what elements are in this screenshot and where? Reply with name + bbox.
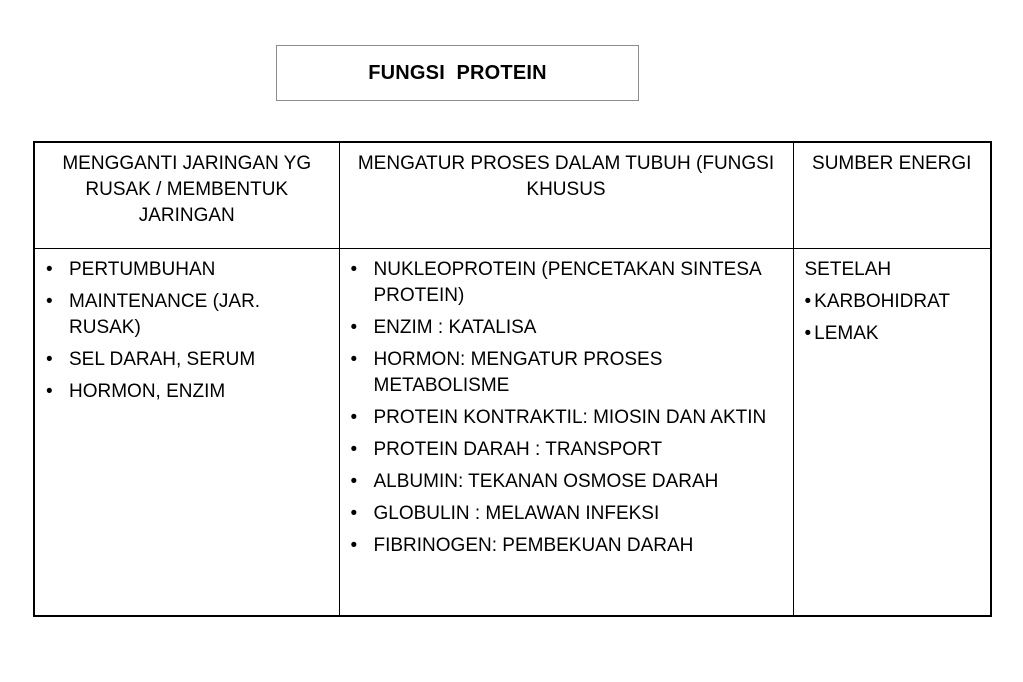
list-item: • PERTUMBUHAN — [46, 257, 330, 283]
energy-list — [805, 289, 984, 347]
table-body-row — [34, 249, 991, 617]
tissue-list — [36, 250, 338, 405]
bullet-dot-icon: • — [804, 323, 812, 344]
protein-function-table — [33, 141, 992, 617]
list-item: • GLOBULIN : MELAWAN INFEKSI — [351, 501, 784, 527]
energy-section — [795, 250, 990, 347]
table-header-row — [34, 142, 991, 249]
list-item: • NUKLEOPROTEIN (PENCETAKAN SINTESA PROTEIN) — [351, 257, 784, 309]
energy-item-label: LEMAK — [814, 323, 879, 344]
list-item: • PROTEIN KONTRAKTIL: MIOSIN DAN AKTIN — [351, 405, 784, 431]
regulation-list — [341, 250, 792, 559]
list-item: • HORMON: MENGATUR PROSES METABOLISME — [351, 347, 784, 399]
list-item: • HORMON, ENZIM — [46, 379, 330, 405]
list-item: • FIBRINOGEN: PEMBEKUAN DARAH — [351, 533, 784, 559]
body-cell-energy — [793, 249, 991, 617]
list-item — [805, 321, 984, 347]
energy-item-label: KARBOHIDRAT — [814, 291, 950, 312]
body-cell-tissue — [34, 249, 339, 617]
list-item: • PROTEIN DARAH : TRANSPORT — [351, 437, 784, 463]
header-cell-tissue: MENGGANTI JARINGAN YG RUSAK / MEMBENTUK JARINGAN — [34, 142, 339, 249]
energy-intro: SETELAH — [804, 259, 892, 280]
list-item: • SEL DARAH, SERUM — [46, 347, 330, 373]
page-title: FUNGSI PROTEIN — [276, 45, 639, 101]
list-item — [805, 289, 984, 315]
list-item: • ENZIM : KATALISA — [351, 315, 784, 341]
list-item: • ALBUMIN: TEKANAN OSMOSE DARAH — [351, 469, 784, 495]
bullet-dot-icon: • — [804, 291, 812, 312]
header-cell-energy: SUMBER ENERGI — [793, 142, 991, 249]
body-cell-regulation — [339, 249, 793, 617]
header-cell-regulation: MENGATUR PROSES DALAM TUBUH (FUNGSI KHUSUS — [339, 142, 793, 249]
list-item: • MAINTENANCE (JAR. RUSAK) — [46, 289, 330, 341]
